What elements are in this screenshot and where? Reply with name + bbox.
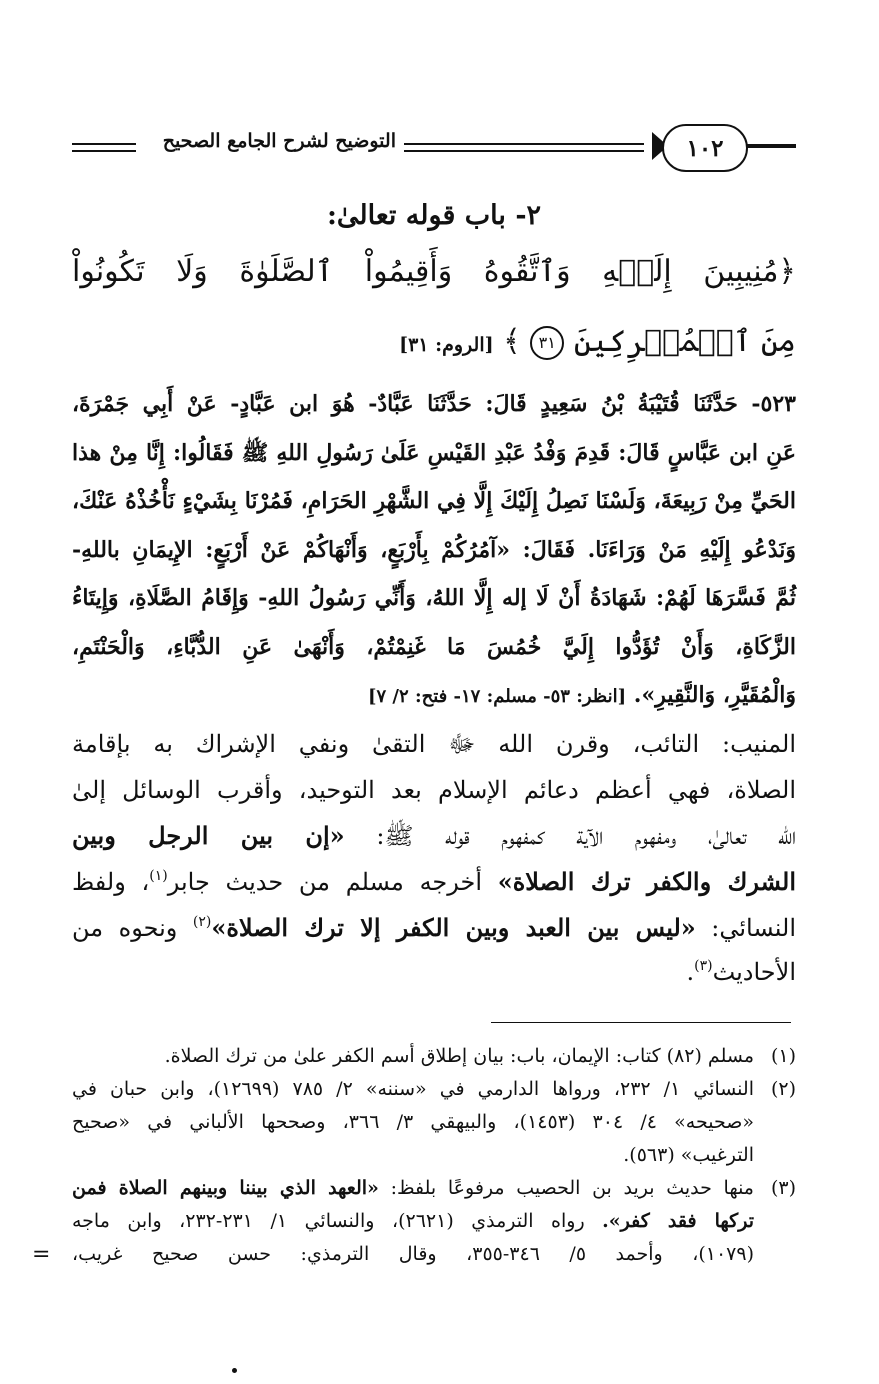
footnote-ref[interactable]: (٣): [694, 958, 713, 975]
running-header: [72, 122, 796, 178]
quoted-hadith: «ليس بين العبد وبين الكفر إلا ترك الصلاة»: [211, 912, 696, 942]
quoted-hadith: الشرك والكفر ترك الصلاة»: [497, 867, 796, 897]
hadith-text: [72, 380, 796, 720]
quoted-hadith: تركها فقد كفر».: [602, 1210, 754, 1232]
commentary-segment: .: [686, 958, 695, 987]
footnote-text: النسائي ١/ ٢٣٢، ورواها الدارمي في «سننه» ٢/ ٧٨٥ (١٢٦٩٩)، وابن حبان في: [72, 1078, 754, 1100]
footnote-segment: منها حديث بريد بن الحصيب مرفوعًا بلفظ:: [390, 1177, 754, 1199]
hadith-line: ثُمَّ فَسَّرَهَا لَهُمْ: شَهَادَةُ أَنْ لَا إله إِلَّا اللهُ، وَأَنِّي رَسُولُ اللهِ- وَإِقَامُ الصَّلَاةِ، وَإِيتَاءُ: [72, 585, 796, 611]
footnote-line: [72, 1172, 796, 1205]
hadith-line: [72, 671, 796, 720]
hadith-line: الزَّكَاةِ، وَأَنْ تُؤَدُّوا إِلَيَّ خُمُسَ مَا غَنِمْتُمْ، وَأَنْهَىٰ عَنِ الدُّبَّاءِ، وَالْحَنْتَمِ،: [72, 633, 796, 660]
commentary-line: المنيب: التائب، وقرن الله ﷻ التقىٰ ونفي الإشراك به بإقامة: [72, 730, 796, 758]
footnote-segment: رواه الترمذي (٢٦٢١)، والنسائي ١/ ٢٣١-٢٣٢، وابن ماجه: [72, 1210, 585, 1232]
commentary-line: [72, 905, 796, 951]
commentary-line: [72, 950, 796, 996]
footnote-text: الترغيب» (٥٦٣).: [623, 1144, 754, 1166]
footnote-line: [72, 1073, 796, 1106]
footnote-text: «صحيحه» ٤/ ٣٠٤ (١٤٥٣)، والبيهقي ٣/ ٣٦٦، وصححها الألباني في «صحيح: [72, 1111, 755, 1133]
commentary-line: [72, 859, 796, 905]
footnote-ref[interactable]: (١): [149, 868, 168, 885]
quoted-hadith: «إن بين الرجل وبين: [72, 821, 345, 851]
hadith-line: وَنَدْعُو إِلَيْهِ مَنْ وَرَاءَنَا. فَقَالَ: «آمُرُكُمْ بِأَرْبَعٍ، وَأَنْهَاكُمْ عَنْ أَرْبَعٍ: الإِيمَانِ باللهِ-: [72, 536, 796, 563]
footnote-line: [72, 1106, 796, 1139]
header-ornament: [740, 144, 796, 148]
footnote-number: (١): [770, 1045, 796, 1067]
quoted-hadith: «العهد الذي بيننا وبينهم الصلاة فمن: [72, 1177, 379, 1199]
cross-reference: [انظر: ٥٣- مسلم: ١٧- فتح: ٢/ ٧]: [367, 686, 627, 707]
footnote-text: (١٠٧٩)، وأحمد ٥/ ٣٤٦-٣٥٥، وقال الترمذي: حسن صحيح غريب،: [72, 1243, 754, 1265]
verse-reference: [الروم: ٣١]: [399, 334, 494, 356]
commentary-segment: أخرجه مسلم من حديث جابر: [167, 868, 483, 897]
commentary-segment: ونحوه من: [72, 913, 178, 942]
footnote-ref[interactable]: (٢): [192, 913, 212, 930]
footnote-text: [72, 1205, 754, 1238]
commentary-segment: ، ولفظ: [72, 868, 150, 897]
footnote-line: [72, 1139, 796, 1172]
page-mark: [232, 1368, 237, 1373]
hadith-line: عَنِ ابن عَبَّاسٍ قَالَ: قَدِمَ وَفْدُ عَبْدِ القَيْسِ عَلَىٰ رَسُولِ اللهِ ﷺ فَقَالُوا: إِنَّا مِنْ هذا: [72, 439, 796, 466]
hadith-line: ٥٢٣- حَدَّثَنَا قُتَيْبَةُ بْنُ سَعِيدٍ قَالَ: حَدَّثَنَا عَبَّادٌ- هُوَ ابن عَبَّادٍ- عَنْ أَبِي جَمْرَةَ،: [72, 391, 796, 417]
continuation-mark: =: [32, 1242, 51, 1267]
verse-close-bracket: ﴾: [503, 324, 521, 359]
hadith-line: الحَيِّ مِنْ رَبِيعَةَ، وَلَسْنَا نَصِلُ إِلَيْكَ إِلَّا فِي الشَّهْرِ الحَرَامِ، فَمُرْنَا بِشَيْءٍ نَأْخُذْهُ عَنْكَ،: [72, 488, 796, 514]
quran-verse-text: مِنَ ٱلۡمُشۡرِكِينَ: [573, 324, 796, 359]
footnote-text: مسلم (٨٢) كتاب: الإيمان، باب: بيان إطلاق أسم الكفر علىٰ من ترك الصلاة.: [164, 1045, 754, 1067]
footnote-number: (٣): [770, 1177, 796, 1199]
footnotes: [32, 1040, 796, 1271]
footnote-separator: [491, 1022, 791, 1023]
running-title: التوضيح لشرح الجامع الصحيح: [162, 130, 396, 152]
page-number: ١٠٢: [662, 124, 748, 172]
hadith-last-words: وَالْمُقَيَّرِ، وَالنَّقِيرِ».: [633, 682, 796, 708]
header-rule: [404, 143, 644, 152]
commentary-line: [72, 813, 796, 859]
chapter-title: ٢- باب قوله تعالىٰ:: [326, 200, 542, 231]
footnote-text: [72, 1172, 754, 1205]
commentary-segment: الأحاديث: [712, 958, 796, 987]
footnote-line: [72, 1040, 796, 1073]
footnote-line: [32, 1238, 796, 1271]
commentary-text: [72, 722, 796, 996]
commentary-segment: النسائي:: [711, 913, 796, 942]
commentary-line: الصلاة، فهي أعظم دعائم الإسلام بعد التوحيد، وأقرب الوسائل إلىٰ: [72, 775, 796, 804]
quran-verse-line: ﴿مُنِيبِينَ إِلَيۡهِ وَٱتَّقُوهُ وَأَقِيمُواْ ٱلصَّلَوٰةَ وَلَا تَكُونُواْ: [72, 254, 796, 289]
footnote-line: [72, 1205, 796, 1238]
footnote-number: (٢): [770, 1078, 796, 1100]
verse-number-marker: ٣١: [530, 326, 564, 360]
quran-verse-line: [72, 322, 796, 365]
commentary-segment: الله تعالىٰ، ومفهوم الآية كمفهوم قوله ﷺ:: [376, 822, 796, 851]
header-rule-end: [72, 143, 136, 152]
